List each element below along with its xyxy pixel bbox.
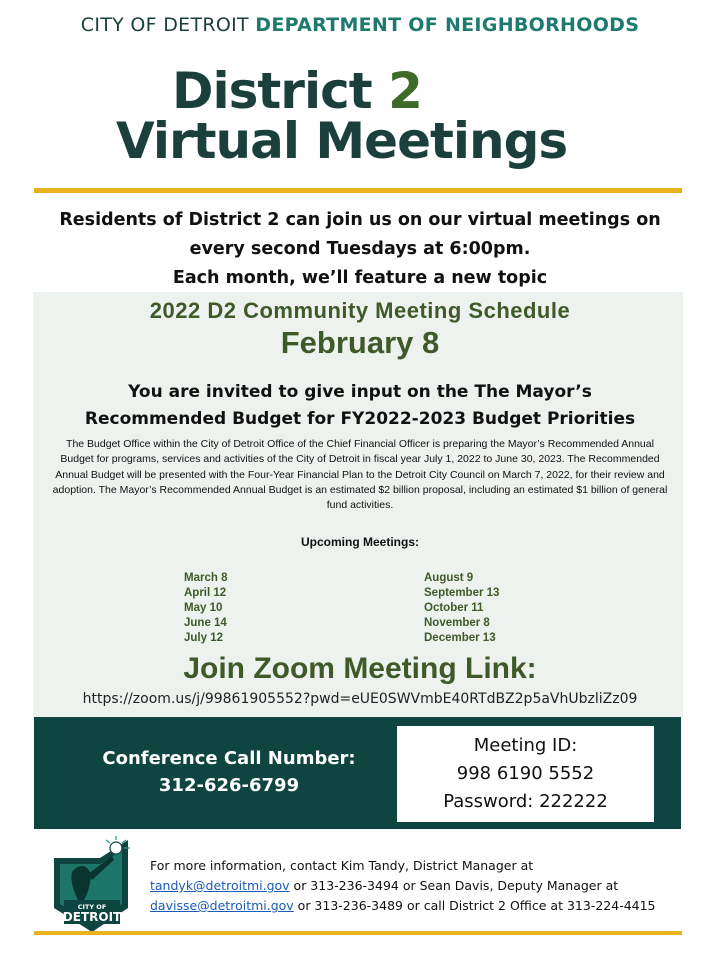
email-link-tandy[interactable]: tandyk@detroitmi.gov <box>150 878 290 893</box>
department-name: DEPARTMENT OF NEIGHBORHOODS <box>255 14 640 36</box>
intro-text <box>0 206 720 293</box>
intro-line-2: every second Tuesdays at 6:00pm. <box>189 239 531 259</box>
city-of-detroit-logo <box>42 834 142 936</box>
meeting-id-value: 998 6190 5552 <box>456 763 595 784</box>
contact-line-1: For more information, contact Kim Tandy, District Manager at <box>150 858 534 873</box>
meeting-date: March 8 <box>184 572 228 584</box>
contact-line-3-rest: or 313-236-3489 or call District 2 Office at 313-224-4415 <box>293 898 656 913</box>
meeting-date: July 12 <box>184 632 223 644</box>
zoom-title: Join Zoom Meeting Link: <box>183 652 537 685</box>
schedule-title: 2022 D2 Community Meeting Schedule <box>149 298 571 323</box>
upcoming-meetings-title: Upcoming Meetings: <box>300 535 419 549</box>
meeting-date: May 10 <box>184 602 223 614</box>
intro-line-3: Each month, we’ll feature a new topic <box>172 268 548 288</box>
upcoming-meetings-left-column <box>184 571 227 646</box>
invite-line-1: You are invited to give input on the The Mayor’s <box>128 382 592 402</box>
contact-line-2 <box>150 876 690 896</box>
meeting-date: December 13 <box>424 632 496 644</box>
invite-line-2: Recommended Budget for FY2022-2023 Budget Priorities <box>84 409 636 429</box>
gold-divider-top <box>34 188 682 193</box>
invite-heading <box>0 379 720 433</box>
upcoming-meetings-right-column <box>424 571 499 646</box>
meeting-id-box <box>397 726 654 822</box>
conference-call-number: 312-626-6799 <box>158 775 300 796</box>
meeting-id-label: Meeting ID: <box>473 735 578 756</box>
city-name: CITY OF DETROIT <box>80 14 249 36</box>
meeting-date: November 8 <box>424 617 490 629</box>
contact-line-3 <box>150 896 690 916</box>
budget-description: The Budget Office within the City of Detroit Office of the Chief Financial Officer is preparing the Mayor’s Recommended Annual Budget for programs, services and activities of the City of Detroit in fiscal year July 1, 2022 to June 30, 2023. The Recommended Annual Budget will be presented with the Four-Year Financial Plan to the Detroit City Council on March 7, 2022, for their review and adoption. The Mayor’s Recommended Annual Budget is an estimated $2 billion proposal, including an estimated $1 billion of general fund activities. <box>52 438 668 512</box>
gold-divider-bottom <box>34 931 682 935</box>
schedule-date: February 8 <box>280 325 440 360</box>
email-link-davis[interactable]: davisse@detroitmi.gov <box>150 898 294 913</box>
meeting-date: June 14 <box>184 617 227 629</box>
conference-call <box>74 745 384 799</box>
contact-line-2-rest: or 313-236-3494 or Sean Davis, Deputy Manager at <box>289 878 619 893</box>
meeting-date: September 13 <box>424 587 500 599</box>
department-header <box>0 14 720 36</box>
meeting-date: October 11 <box>424 602 484 614</box>
logo-text-line-1: CITY OF <box>77 903 107 911</box>
meeting-date: April 12 <box>184 587 227 599</box>
meeting-password: Password: 222222 <box>443 791 608 812</box>
zoom-link[interactable]: https://zoom.us/j/99861905552?pwd=eUE0SWVmbE40RTdBZ2p5aVhUbzliZz09 <box>82 691 638 707</box>
intro-line-1: Residents of District 2 can join us on our virtual meetings on <box>59 210 661 230</box>
contact-info <box>150 856 690 916</box>
title-line-2: Virtual Meetings <box>116 112 568 170</box>
meeting-date: August 9 <box>424 572 474 584</box>
conference-call-label: Conference Call Number: <box>102 748 356 769</box>
logo-text-line-2: DETROIT <box>62 910 122 924</box>
title-district-number: 2 <box>388 62 422 120</box>
title-district: District <box>172 62 372 120</box>
